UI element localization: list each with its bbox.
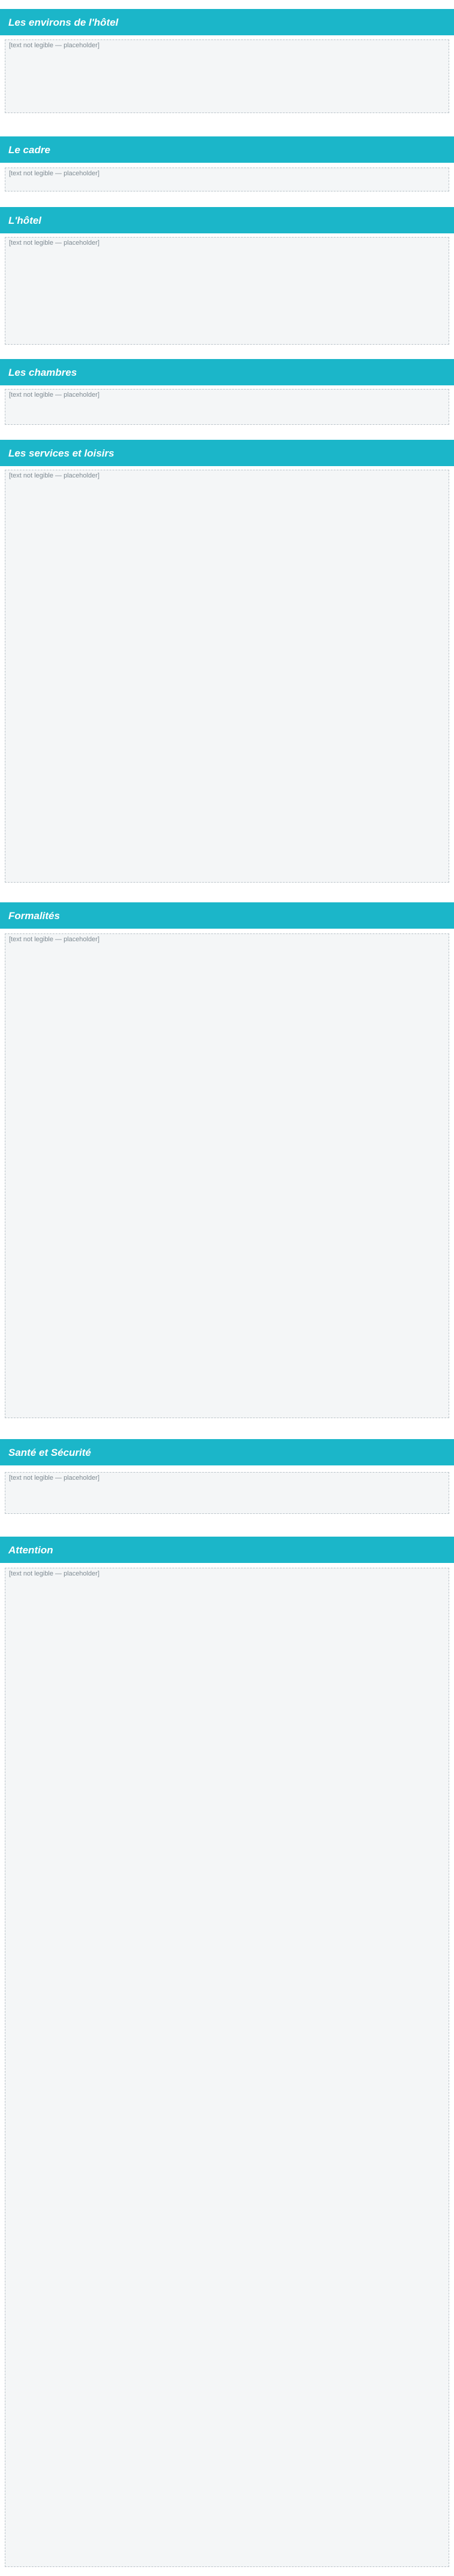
section-banner-cadre	[0, 136, 454, 163]
section-body-formalites	[5, 933, 449, 1418]
section-banner-attention	[0, 1537, 454, 1563]
text-placeholder-environs: [text not legible — placeholder]	[5, 39, 449, 113]
text-placeholder-services: [text not legible — placeholder]	[5, 470, 449, 883]
section-title-chambres: Les chambres	[8, 367, 77, 378]
section-body-attention	[5, 1568, 449, 2567]
section-banner-chambres	[0, 359, 454, 385]
text-placeholder-sante: [text not legible — placeholder]	[5, 1472, 449, 1514]
section-title-sante: Santé et Sécurité	[8, 1447, 91, 1458]
section-body-services	[5, 470, 449, 883]
text-placeholder-cadre: [text not legible — placeholder]	[5, 168, 449, 191]
section-title-environs: Les environs de l'hôtel	[8, 17, 119, 28]
text-placeholder-hotel: [text not legible — placeholder]	[5, 237, 449, 345]
section-body-environs	[5, 39, 449, 113]
text-placeholder-attention: [text not legible — placeholder]	[5, 1568, 449, 2567]
section-banner-environs	[0, 9, 454, 35]
section-body-hotel	[5, 237, 449, 345]
section-banner-services	[0, 440, 454, 466]
section-title-cadre: Le cadre	[8, 144, 50, 156]
section-body-cadre	[5, 168, 449, 191]
section-banner-formalites	[0, 902, 454, 929]
section-body-sante	[5, 1472, 449, 1514]
section-title-hotel: L'hôtel	[8, 215, 42, 226]
text-placeholder-formalites: [text not legible — placeholder]	[5, 933, 449, 1418]
section-title-services: Les services et loisirs	[8, 448, 114, 459]
text-placeholder-chambres: [text not legible — placeholder]	[5, 389, 449, 425]
section-title-attention: Attention	[8, 1544, 53, 1556]
section-body-chambres	[5, 389, 449, 425]
section-title-formalites: Formalités	[8, 910, 60, 921]
section-banner-hotel	[0, 207, 454, 233]
section-banner-sante	[0, 1439, 454, 1465]
